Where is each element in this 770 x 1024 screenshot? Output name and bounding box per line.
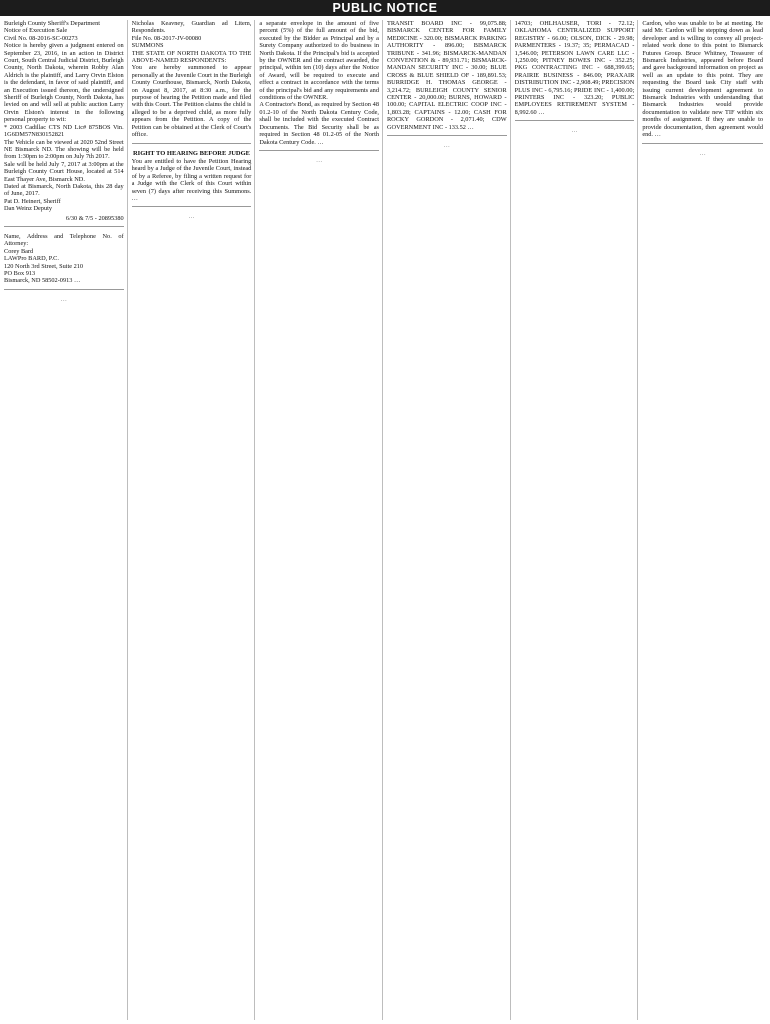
continued-marker: … bbox=[60, 295, 67, 303]
notice-column-2 bbox=[132, 20, 256, 1020]
continued-marker: … bbox=[316, 156, 323, 164]
notice-heading: RIGHT TO HEARING BEFORE JUDGE bbox=[132, 149, 250, 157]
notice-column-4 bbox=[387, 20, 511, 1020]
notice-column-1 bbox=[4, 20, 128, 1020]
legal-notice bbox=[387, 20, 507, 136]
legal-notice bbox=[132, 150, 252, 208]
continued-marker: … bbox=[571, 127, 578, 135]
continued-marker: … bbox=[699, 149, 706, 157]
notice-column-3 bbox=[259, 20, 383, 1020]
notice-body: TRANSIT BOARD INC - 99,075.88; BISMARCK CENTER FOR FAMILY MEDICINE - 320.00; BISMARCK PARKING AUTHORITY - 896.00; BISMARCK TRIBUNE - 341.96; BISMARCK-MANDAN CONVENTION & - 89,931.71; BISMARCK-MANDAN SECURITY INC - 30.00; BLUE CROSS & BLUE SHIELD OF - 189,891.53; BURRIDGE H. THOMAS GEORGE - 3,214.72; BURLEIGH COUNTY SENIOR CENTER - 20,000.00; BURNS, HOWARD - 100.00; CAPITAL ELECTRIC COOP INC - 1,803.28; CAPTAINS - 12.00; CASH FOR ROCKY GORDON - 2,071.40; CDW GOVERNMENT INC - 133.52 … bbox=[386, 20, 509, 131]
notice-column-6 bbox=[642, 20, 766, 1020]
notice-body: Name, Address and Telephone No. of Attorney: Corey Bard LAWPro BARD, P.C. 120 North 3rd Street, Suite 210 PO Box 913 Bismarck, ND 58502-0913 … bbox=[4, 232, 124, 285]
continued-marker: … bbox=[443, 142, 450, 150]
legal-notice bbox=[515, 20, 635, 121]
legal-notice bbox=[4, 20, 124, 227]
notice-body: Cardon, who was unable to be at meeting. He said Mr. Cardon will be stepping down as lead developer and is willing to convey all project-related work done to this point to Bismarck Futures Group. Bruce Whitney, Treasurer of Bismarck Industries, appeared before Board and gave background information on project as well as an update to this point. They are requesting the Board task City staff with issuing current development agreement to Bismarck Industries with understanding that Bismarck Industries would provide documentation to validate new TIF within six months of assignment. If they are unable to provide documentation, then agreement would end. … bbox=[642, 20, 765, 139]
legal-notice bbox=[642, 20, 763, 144]
notice-body: Nicholas Keavney, Guardian ad Litem, Respondents. File No. 08-2017-JV-00080 SUMMONS THE STATE OF NORTH DAKOTA TO THE ABOVE-NAMED RESPONDENTS: You are hereby summoned to appear personally at the Juvenile Court in the Burleigh County Courthouse, Bismarck, North Dakota, on August 8, 2017, at 8:30 a.m., for the purpose of hearing the Petition made and filed with this Court. The Petition claims the child is alleged to be a deprived child, as more fully appears from the Petition. A copy of the Petition can be obtained at the Clerk of Court's office. bbox=[131, 20, 252, 139]
notice-body: You are entitled to have the Petition Hearing heard by a Judge of the Juvenile Court, instead of by a Referee, by filing a written request for a Judge with the Clerk of this Court within seven (7) days after receiving this Summons. … bbox=[131, 157, 253, 202]
page-title: PUBLIC NOTICE bbox=[332, 1, 438, 15]
continued-marker: … bbox=[188, 213, 195, 221]
notice-body: a separate envelope in the amount of five percent (5%) of the full amount of the bid, executed by the Bidder as Principal and by a Surety Company authorized to do business in North Dakota. If the Principal's bid is accepted by the OWNER and the contract awarded, the principal, within ten (10) days after the Notice of Award, will be required to execute and effect a contract in accordance with the terms of the principal's bid and any requirements and conditions of the OWNER. A Contractor's Bond, as required by Section 48 01.2-10 of the North Dakota Century Code, shall be included with the executed Contract Documents. The Bid Security shall be as required in Section 48 01.2-05 of the North Dakota Century Code. … bbox=[259, 20, 379, 146]
notice-body: Burleigh County Sheriff's Department Notice of Execution Sale Civil No. 08-2016-SC-00273 Notice is hereby given a judgment entered on September 23, 2016, in an action in District Court, South Central Judicial District, Burleigh County, North Dakota, wherein Robby Alan Aldrich is the plaintiff, and Larry Orvin Elston is the defendant, in favor of said plaintiff, and an Execution issued thereon, the undersigned Sheriff of Burleigh County, North Dakota, has levied on and will sell at public auction Larry Orvin Elston's interest in the following personal property to wit: * 2003 Cadillac CTS ND Lic# 875BOS Vin. 1G6DM57N830152821 The Vehicle can be viewed at 2020 52nd Street NE Bismarck ND. The showing will be held from 1:30pm to 2:00pm on July 7th 2017. Sale will be held July 7, 2017 at 3:00pm at the Burleigh County Court House, located at 514 East Thayer Ave, Bismarck ND. Dated at Bismarck, North Dakota, this 28 day of June, 2017. Pat D. Heinert, Sheriff Dan Weinz Deputy bbox=[4, 20, 124, 213]
publication-id: 6/30 & 7/5 - 20895380 bbox=[65, 214, 124, 222]
legal-notice bbox=[259, 20, 379, 151]
public-notice-header bbox=[0, 0, 770, 16]
notice-body: 14703; OHLHAUSER, TORI - 72.12; OKLAHOMA CENTRALIZED SUPPORT REGISTRY - 66.00; OLSON, DICK - 29.98; PARMENTERS - 19.37; 35; PERMACAD - 1,546.00; PETERSON LAWN CARE LLC - 1,250.00; PITNEY BOWES INC - 352.25; PKG CONTRACTING INC - 688,399.65; PRAIRIE BUSINESS - 846.00; PRAXAIR DISTRIBUTION INC - 2,908.49; PRECISION PLUS INC - 6,795.16; PRIDE INC - 1,400.00; PRINTERS INC - 323.20; PUBLIC EMPLOYEES RETIREMENT SYSTEM - 8,992.60 … bbox=[514, 20, 636, 116]
legal-notice bbox=[132, 20, 252, 144]
notice-columns bbox=[4, 20, 766, 1020]
notice-column-5 bbox=[515, 20, 639, 1020]
legal-notice bbox=[4, 233, 124, 290]
